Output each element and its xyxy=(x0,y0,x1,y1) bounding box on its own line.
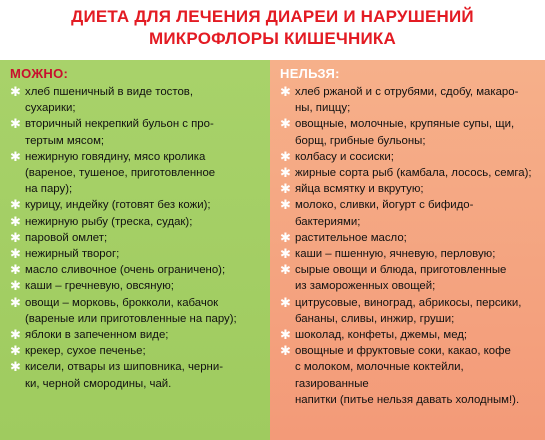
forbidden-item-text: сырые овощи и блюда, приготовленные xyxy=(295,264,507,277)
forbidden-list-item xyxy=(280,295,539,327)
forbidden-item-text: с молоком, молочные коктейли, газированные xyxy=(295,361,464,390)
forbidden-item-text: каши – пшенную, ячневую, перловую; xyxy=(295,248,496,261)
forbidden-list-item xyxy=(280,149,539,165)
allowed-list-item xyxy=(10,327,264,343)
forbidden-list-item xyxy=(280,230,539,246)
allowed-list-item xyxy=(10,116,264,148)
asterisk-icon: ✱ xyxy=(10,213,21,229)
allowed-item-text: нежирную говядину, мясо кролика xyxy=(25,150,206,163)
allowed-list-item xyxy=(10,343,264,359)
asterisk-icon: ✱ xyxy=(280,246,291,262)
allowed-item-text: масло сливочное (очень ограничено); xyxy=(25,264,226,277)
allowed-item-text: каши – гречневую, овсяную; xyxy=(25,280,174,293)
asterisk-icon: ✱ xyxy=(10,197,21,213)
title-line-2: МИКРОФЛОРЫ КИШЕЧНИКА xyxy=(149,29,396,48)
allowed-item-text: (вареное, тушеное, приготовленное xyxy=(25,167,216,180)
title-line-1: ДИЕТА ДЛЯ ЛЕЧЕНИЯ ДИАРЕИ И НАРУШЕНИЙ xyxy=(71,7,474,26)
forbidden-item-text: растительное масло; xyxy=(295,231,407,244)
page-title xyxy=(0,6,545,50)
asterisk-icon: ✱ xyxy=(10,262,21,278)
allowed-item-text: нежирную рыбу (треска, судак); xyxy=(25,215,193,228)
asterisk-icon: ✱ xyxy=(10,359,21,375)
asterisk-icon: ✱ xyxy=(280,116,291,132)
forbidden-item-text: борщ, грибные бульоны; xyxy=(295,134,426,147)
forbidden-list-item xyxy=(280,116,539,148)
forbidden-item-text: хлеб ржаной и с отрубями, сдобу, макаро- xyxy=(295,86,519,98)
asterisk-icon: ✱ xyxy=(10,116,21,132)
asterisk-icon: ✱ xyxy=(280,343,291,359)
allowed-item-text: овощи – морковь, брокколи, кабачок xyxy=(25,296,219,309)
asterisk-icon: ✱ xyxy=(10,343,21,359)
forbidden-item-text: колбасу и сосиски; xyxy=(295,150,394,163)
forbidden-list-item xyxy=(280,181,539,197)
forbidden-item-text: напитки (питье нельзя давать холодным!). xyxy=(295,393,520,406)
asterisk-icon: ✱ xyxy=(280,294,291,310)
allowed-item-text: кисели, отвары из шиповника, черни- xyxy=(25,361,223,374)
asterisk-icon: ✱ xyxy=(10,148,21,164)
allowed-heading: МОЖНО: xyxy=(10,66,69,81)
allowed-list-item xyxy=(10,246,264,262)
forbidden-list-item xyxy=(280,343,539,408)
asterisk-icon: ✱ xyxy=(280,262,291,278)
asterisk-icon: ✱ xyxy=(280,181,291,197)
forbidden-list-item xyxy=(280,165,539,181)
allowed-item-text: (вареные или приготовленные на пару); xyxy=(25,312,237,325)
forbidden-item-text: овощные, молочные, крупяные супы, щи, xyxy=(295,118,515,131)
asterisk-icon: ✱ xyxy=(280,327,291,343)
allowed-item-text: вторичный некрепкий бульон с про- xyxy=(25,118,214,131)
asterisk-icon: ✱ xyxy=(280,84,291,99)
forbidden-item-text: овощные и фруктовые соки, какао, кофе xyxy=(295,345,511,358)
forbidden-item-text: бананы, сливы, инжир, груши; xyxy=(295,312,455,325)
asterisk-icon: ✱ xyxy=(280,165,291,181)
allowed-list-item xyxy=(10,359,264,391)
forbidden-item-text: шоколад, конфеты, джемы, мед; xyxy=(295,329,468,342)
forbidden-list-item xyxy=(280,84,539,116)
allowed-item-text: нежирный творог; xyxy=(25,248,120,261)
forbidden-list-item xyxy=(280,262,539,294)
allowed-list-item xyxy=(10,278,264,294)
forbidden-list-item xyxy=(280,246,539,262)
allowed-item-text: паровой омлет; xyxy=(25,231,108,244)
allowed-list-item xyxy=(10,230,264,246)
allowed-list-item xyxy=(10,149,264,198)
forbidden-item-text: ны, пиццу; xyxy=(295,102,351,115)
forbidden-item-text: яйца всмятку и вкрутую; xyxy=(295,183,424,196)
forbidden-item-text: цитрусовые, виноград, абрикосы, персики, xyxy=(295,296,522,309)
forbidden-column xyxy=(270,60,545,440)
asterisk-icon: ✱ xyxy=(10,278,21,294)
asterisk-icon: ✱ xyxy=(10,246,21,262)
asterisk-icon: ✱ xyxy=(10,294,21,310)
allowed-item-text: яблоки в запеченном виде; xyxy=(25,329,169,342)
allowed-item-text: на пару); xyxy=(25,183,73,196)
allowed-list-item xyxy=(10,197,264,213)
forbidden-item-text: бактериями; xyxy=(295,215,361,228)
allowed-list-item xyxy=(10,295,264,327)
forbidden-list-item xyxy=(280,327,539,343)
allowed-item-text: ки, черной смородины, чай. xyxy=(25,377,172,390)
allowed-list-item xyxy=(10,262,264,278)
allowed-item-text: курицу, индейку (готовят без кожи); xyxy=(25,199,211,212)
asterisk-icon: ✱ xyxy=(10,327,21,343)
forbidden-list-item xyxy=(280,197,539,229)
forbidden-item-text: жирные сорта рыб (камбала, лосось, семга); xyxy=(295,167,532,180)
allowed-item-text: хлеб пшеничный в виде тостов, xyxy=(25,86,194,98)
allowed-item-text: сухарики; xyxy=(25,102,76,115)
asterisk-icon: ✱ xyxy=(280,229,291,245)
allowed-list-item xyxy=(10,84,264,116)
allowed-item-text: тертым мясом; xyxy=(25,134,105,147)
asterisk-icon: ✱ xyxy=(10,229,21,245)
allowed-item-text: крекер, сухое печенье; xyxy=(25,345,146,358)
forbidden-heading: НЕЛЬЗЯ: xyxy=(280,66,340,81)
asterisk-icon: ✱ xyxy=(280,197,291,213)
asterisk-icon: ✱ xyxy=(10,84,21,99)
forbidden-item-text: из замороженных овощей; xyxy=(295,280,436,293)
asterisk-icon: ✱ xyxy=(280,148,291,164)
allowed-column xyxy=(0,60,270,440)
forbidden-item-text: молоко, сливки, йогурт с бифидо- xyxy=(295,199,474,212)
allowed-list xyxy=(10,84,264,392)
forbidden-list xyxy=(280,84,539,408)
allowed-list-item xyxy=(10,214,264,230)
